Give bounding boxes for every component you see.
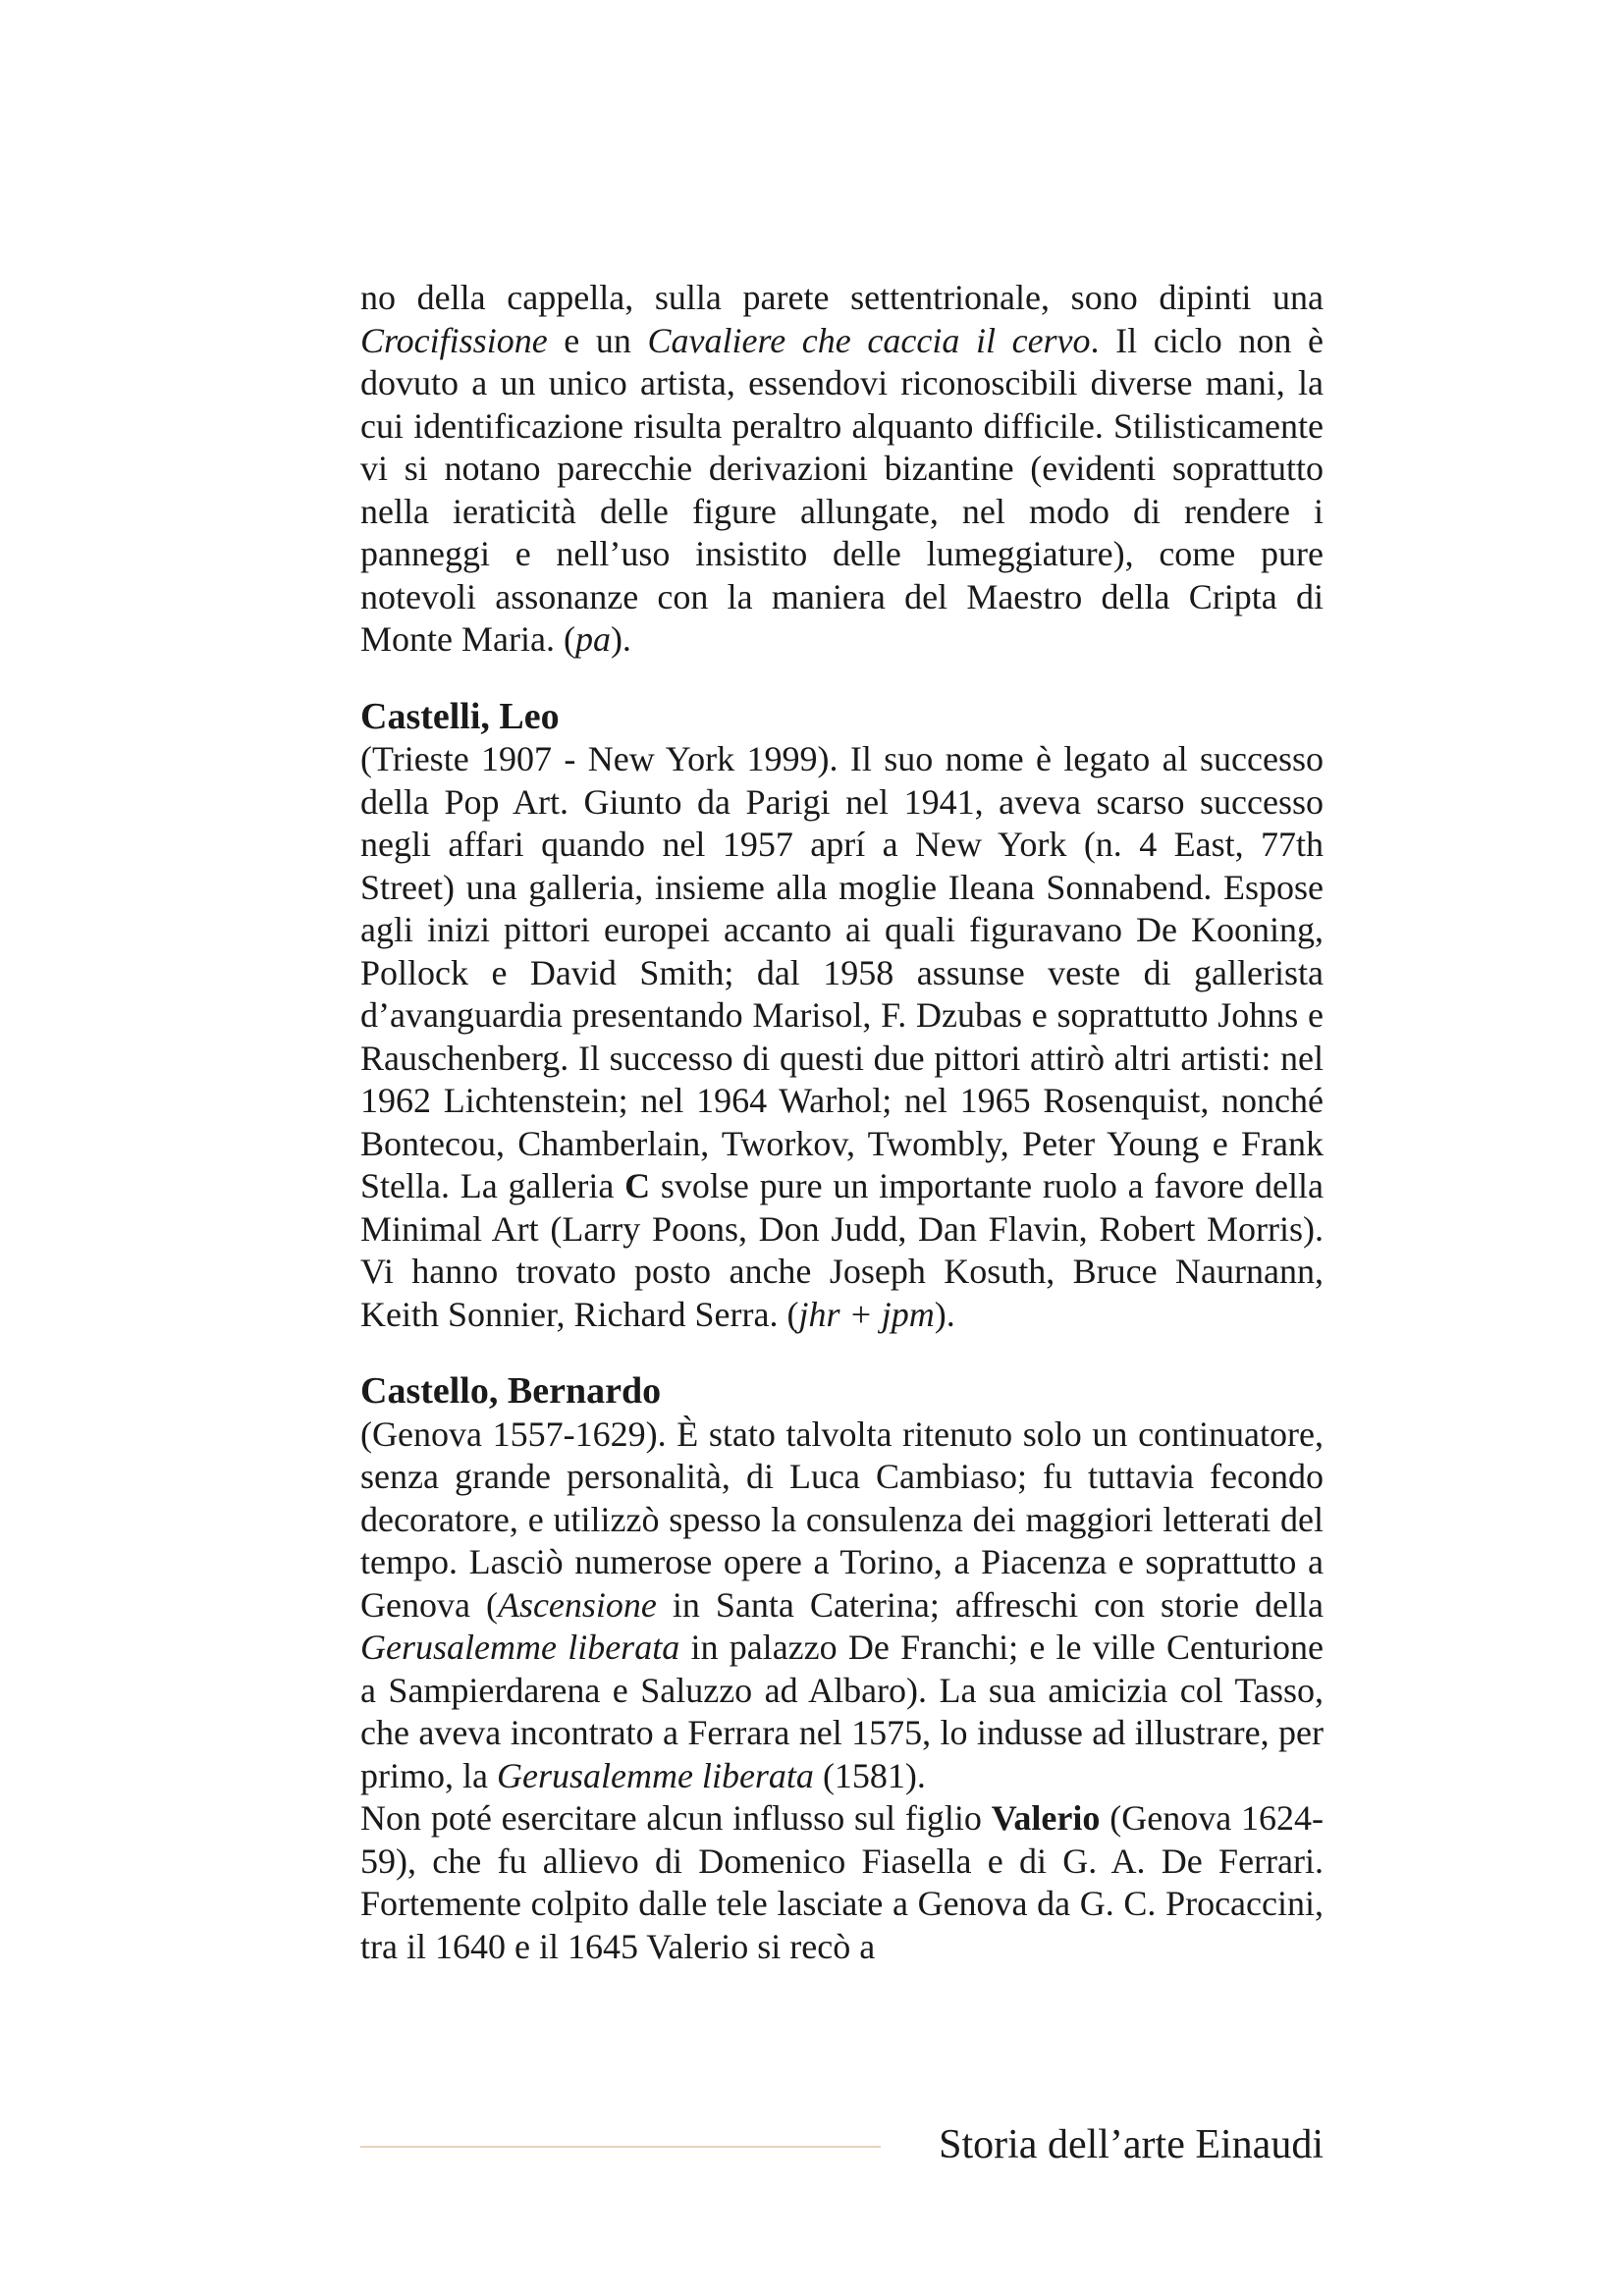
castello-text-4: (1581).	[813, 1755, 926, 1795]
intro-text-2: e un	[547, 320, 648, 360]
castelli-text-2: svolse pure un importante ruolo a favore della Minimal Art (Larry Poons, Don Judd, Dan Flavin, Robert Morris). Vi hanno trovato posto anche Joseph Kosuth, Bruce Naurnann, Keith Sonnier, Richard Serra. (	[360, 1166, 1324, 1334]
castelli-text-end: ).	[934, 1294, 955, 1334]
artwork-title-cavaliere: Cavaliere che caccia il cervo	[647, 320, 1091, 360]
artwork-title-crocifissione: Crocifissione	[360, 320, 548, 360]
author-initials: jhr + jpm	[798, 1294, 935, 1334]
castello-text-1: (Genova 1557-1629). È stato talvolta ritenuto solo un continuatore, senza grande personalità, di Luca Cambiaso; fu tuttavia fecondo decoratore, e utilizzò spesso la consulenza dei maggiori letterati del tempo. Lasciò numerose opere a Torino, a Piacenza e soprattutto a Genova (	[360, 1414, 1324, 1625]
artwork-title-gerusalemme-liberata: Gerusalemme liberata	[496, 1755, 814, 1795]
castello-paragraph-1	[360, 1414, 1324, 1798]
castello-text-2: in Santa Caterina; affreschi con storie della	[656, 1584, 1324, 1625]
page-body	[360, 277, 1324, 1968]
castello-paragraph-2	[360, 1797, 1324, 1968]
castelli-text-1: (Trieste 1907 - New York 1999). Il suo nome è legato al successo della Pop Art. Giunto da Parigi nel 1941, aveva scarso successo negli affari quando nel 1957 aprí a New York (n. 4 East, 77th Street) una galleria, insieme alla moglie Ileana Sonnabend. Espose agli inizi pittori europei accanto ai quali figuravano De Kooning, Pollock e David Smith; dal 1958 assunse veste di gallerista d’avanguardia presentando Marisol, F. Dzubas e soprattutto Johns e Rauschenberg. Il successo di questi due pittori attirò altri artisti: nel 1962 Lichtenstein; nel 1964 Warhol; nel 1965 Rosenquist, nonché Bontecou, Chamberlain, Tworkov, Twombly, Peter Young e Frank Stella. La galleria	[360, 739, 1324, 1205]
castello-text-3: in palazzo De Franchi; e le ville Centurione a Sampierdarena e Saluzzo ad Albaro). La sua amicizia col Tasso, che aveva incontrato a Ferrara nel 1575, lo indusse ad illustrare, per primo, la	[360, 1628, 1324, 1795]
footer-divider	[360, 2146, 881, 2148]
intro-text-1: no della cappella, sulla parete settentrionale, sono dipinti una	[360, 278, 1324, 317]
artwork-title-gerusalemme: Gerusalemme liberata	[360, 1628, 680, 1667]
intro-paragraph	[360, 277, 1324, 662]
castello-p2-text-1: Non poté esercitare alcun influsso sul figlio	[360, 1798, 992, 1838]
castelli-paragraph	[360, 738, 1324, 1336]
entry-heading-castello: Castello, Bernardo	[360, 1370, 662, 1412]
intro-text-end: ).	[610, 619, 631, 659]
castello-p2-text-2: (Genova 1624-59), che fu allievo di Domenico Fiasella e di G. A. De Ferrari. Fortemente colpito dalle tele lasciate a Genova da G. C. Procaccini, tra il 1640 e il 1645 Valerio si recò a	[360, 1798, 1325, 1966]
castelli-bold-abbrev: C	[624, 1166, 651, 1205]
castello-bold-valerio: Valerio	[991, 1798, 1101, 1838]
intro-text-3: . Il ciclo non è dovuto a un unico artista, essendovi riconoscibili diverse mani, la cui identificazione risulta peraltro alquanto difficile. Stilisticamente vi si notano parecchie derivazioni bizantine (evidenti soprattutto nella ieraticità delle figure allungate, nel modo di rendere i panneggi e nell’uso insistito delle lumeggiature), come pure notevoli assonanze con la maniera del Maestro della Cripta di Monte Maria. (	[360, 320, 1324, 659]
artwork-title-ascensione: Ascensione	[497, 1584, 657, 1625]
footer-title: Storia dell’arte Einaudi	[939, 2122, 1324, 2167]
author-initials: pa	[574, 619, 611, 659]
entry-heading-castelli: Castelli, Leo	[360, 695, 560, 737]
